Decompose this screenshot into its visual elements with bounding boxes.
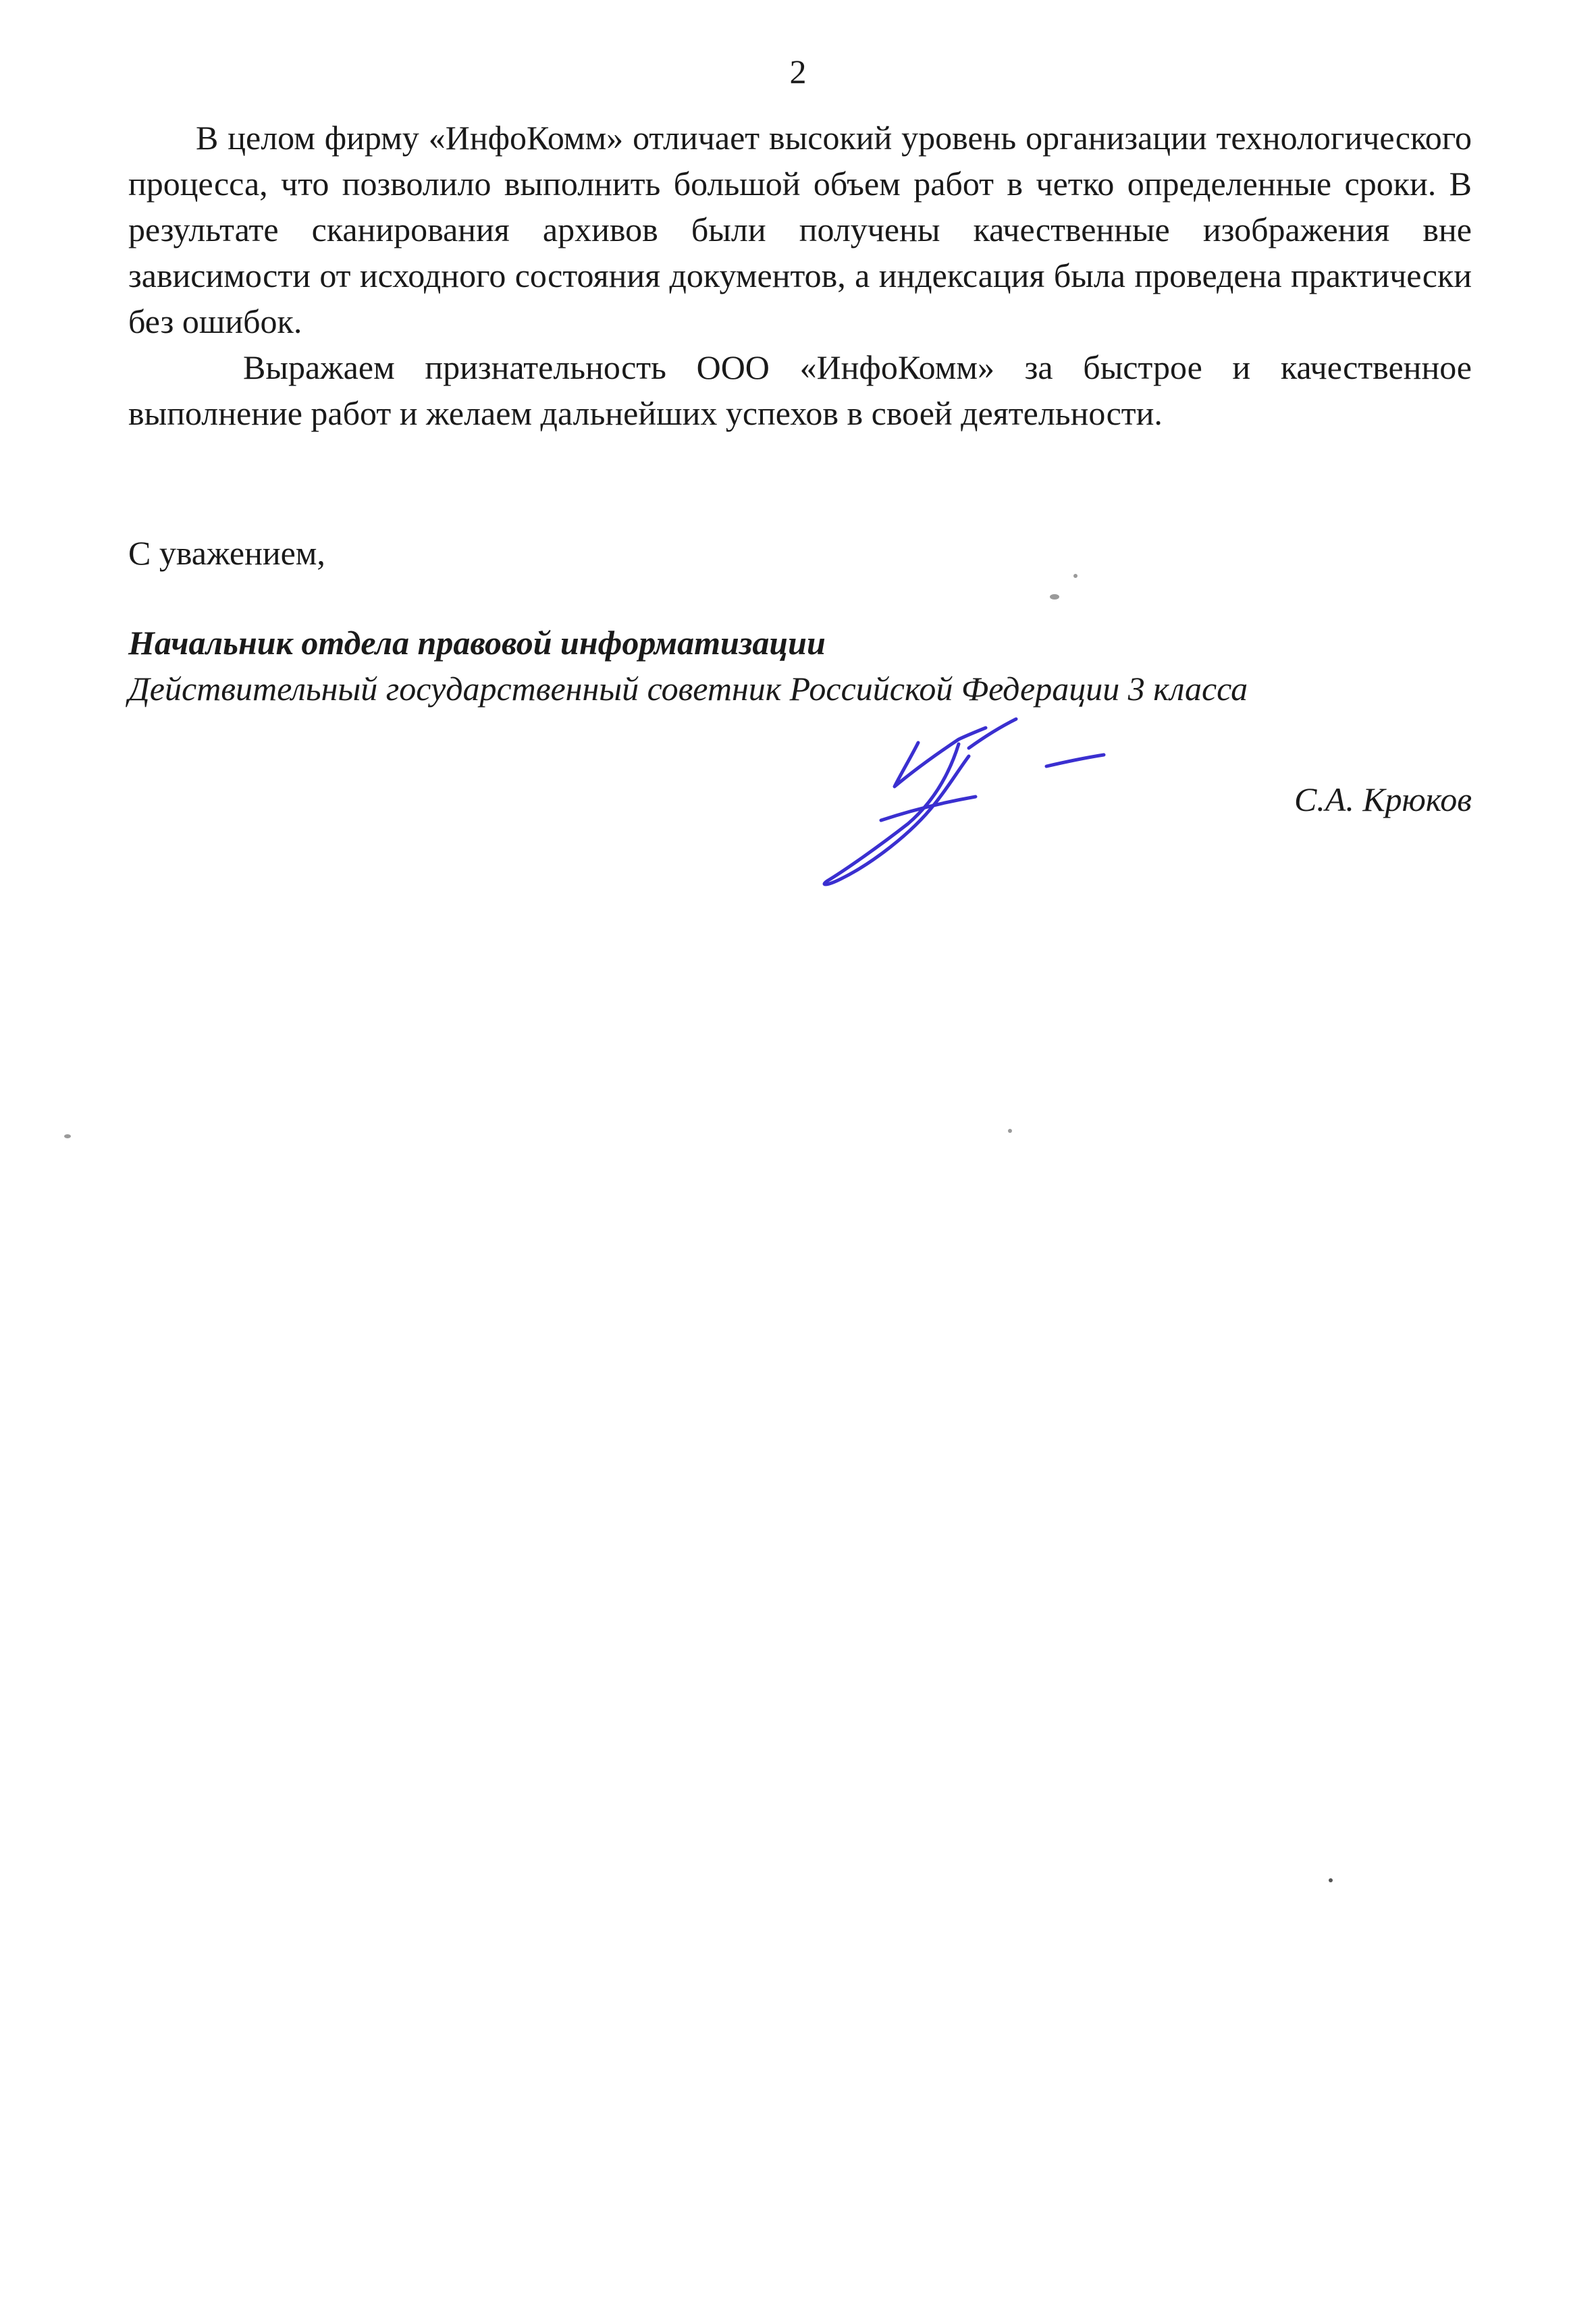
signatory-name: С.А. Крюков bbox=[1294, 780, 1472, 818]
page-number: 2 bbox=[789, 53, 807, 90]
letter-body bbox=[128, 115, 1472, 436]
paragraph: В целом фирму «ИнфоКомм» отличает высокий уровень организации технологического процесса, что позволило выполнить большой объем работ в четко определенные сроки. В результате сканирования архивов были получены качественные изображения вне зависимости от исходного состояния документов, а индексация была проведена практически без ошибок. bbox=[128, 119, 1472, 340]
signatory-rank: Действительный государственный советник Российской Федерации 3 класса bbox=[128, 670, 1248, 708]
scan-speck bbox=[1329, 1878, 1333, 1882]
scan-speck bbox=[64, 1134, 71, 1138]
signatory-title: Начальник отдела правовой информатизации bbox=[128, 624, 826, 662]
handwritten-signature bbox=[763, 702, 1121, 891]
closing-salutation: С уважением, bbox=[128, 534, 325, 572]
scan-speck bbox=[1008, 1129, 1012, 1133]
scan-speck bbox=[1050, 594, 1059, 600]
scan-speck bbox=[1073, 574, 1078, 578]
paragraph: Выражаем признательность ООО «ИнфоКомм» за быстрое и качественное выполнение работ и желаем дальнейших успехов в своей деятельности. bbox=[128, 348, 1472, 432]
